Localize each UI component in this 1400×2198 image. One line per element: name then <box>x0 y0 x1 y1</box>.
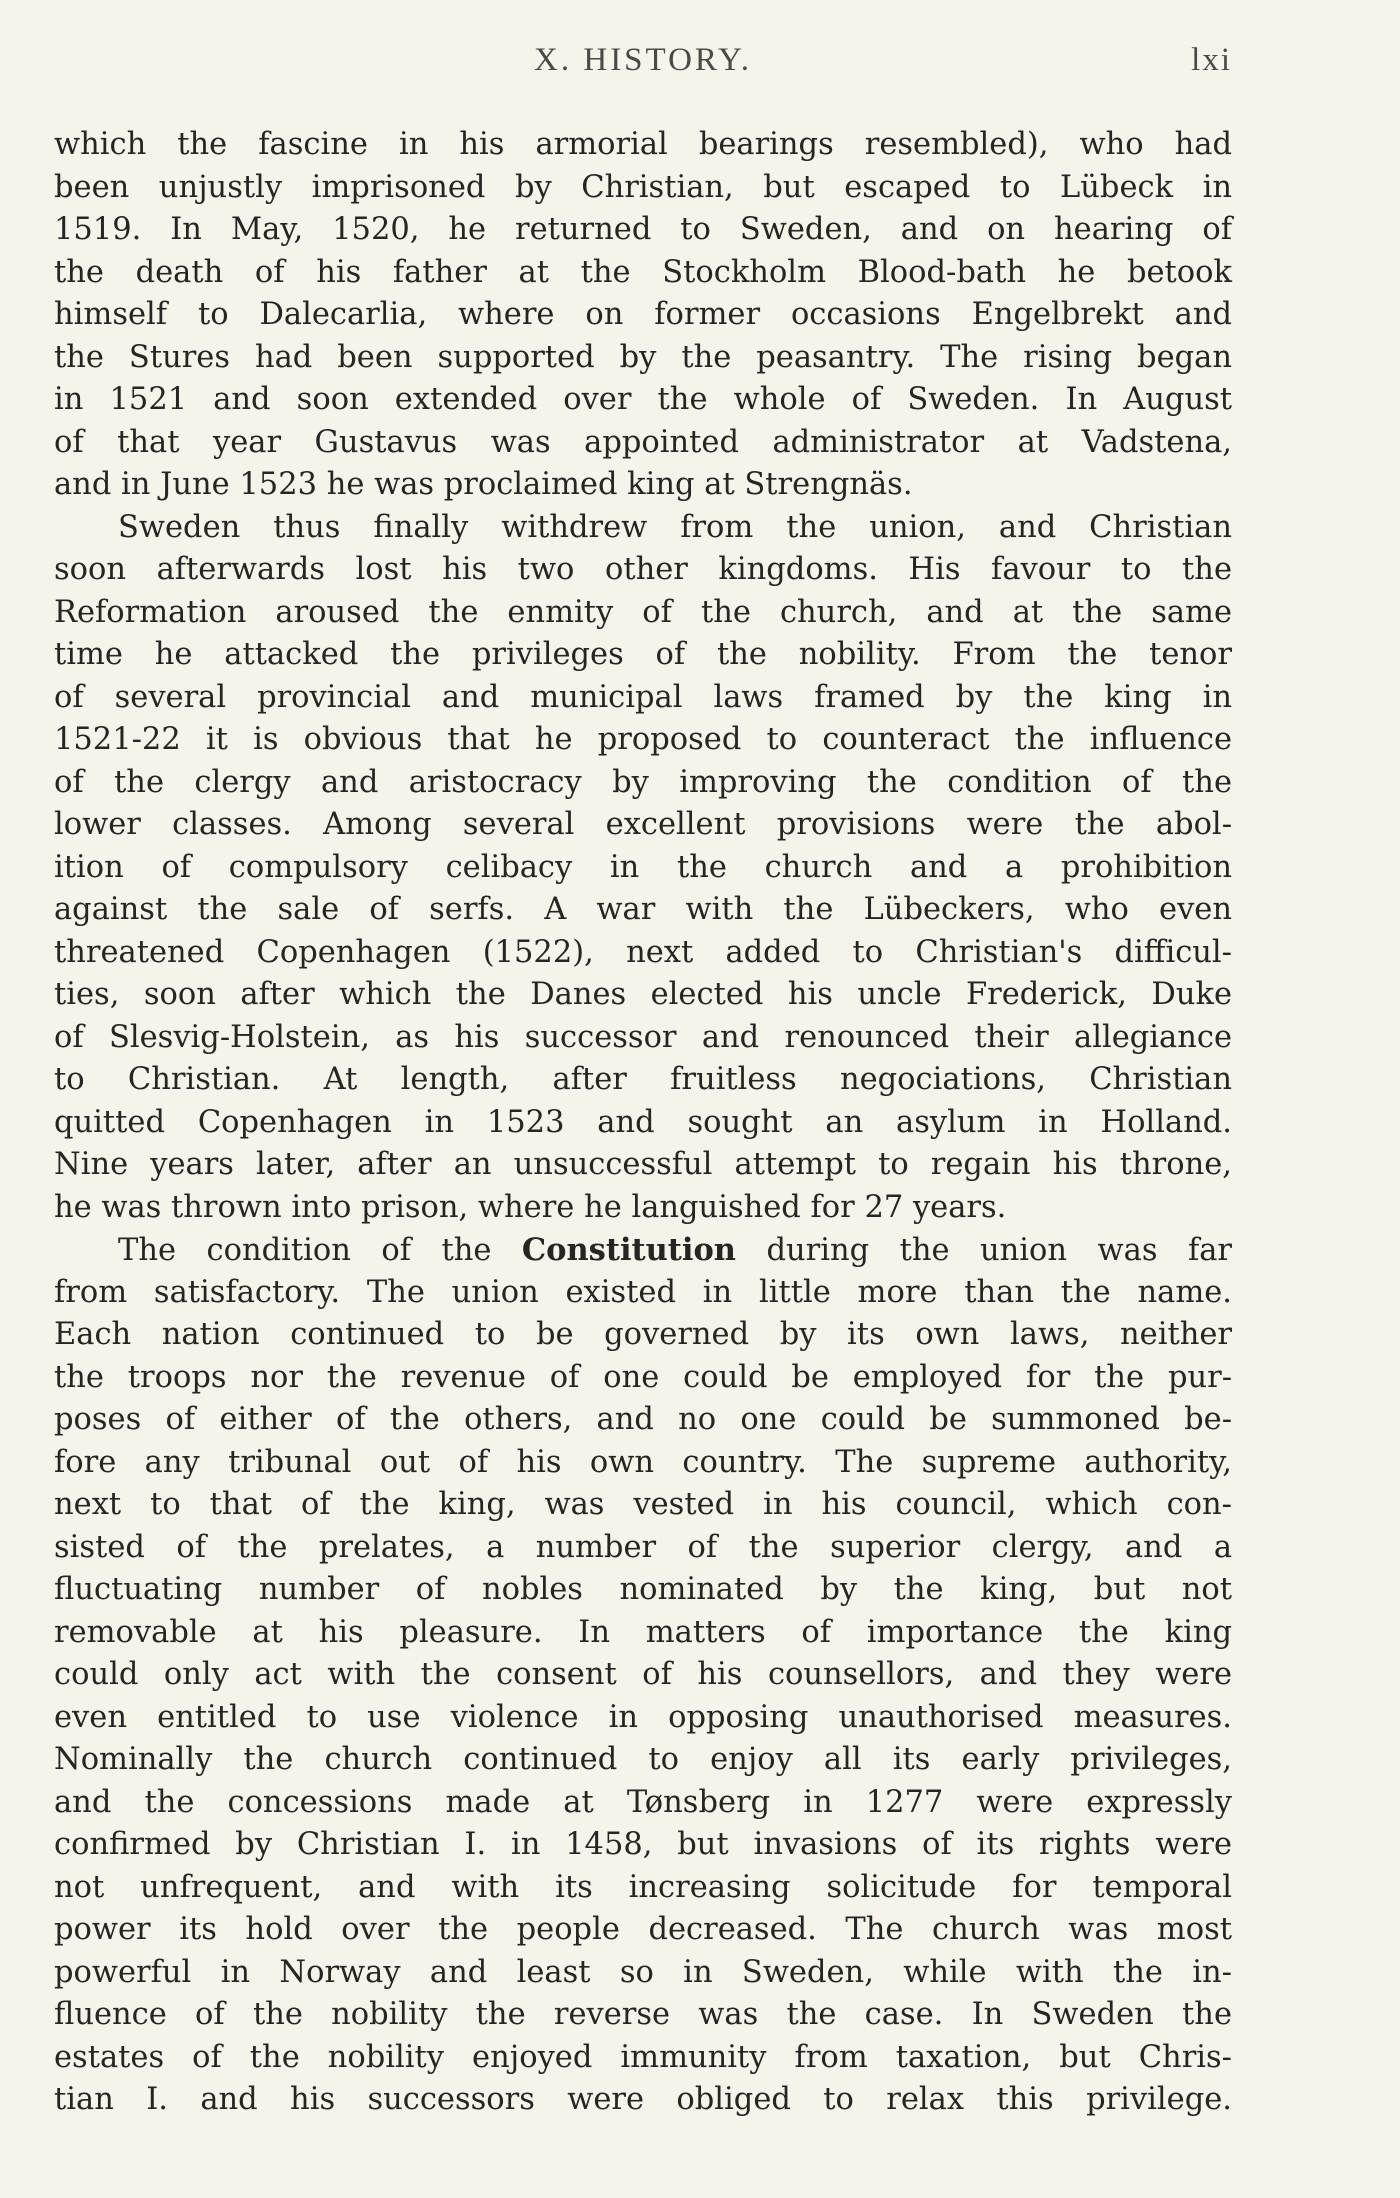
paragraph-3 <box>54 1229 1232 2122</box>
text-line: been unjustly imprisoned by Christian, but escaped to Lübeck in <box>54 169 1232 205</box>
text-line: next to that of the king, was vested in his council, which con- <box>54 1487 1232 1522</box>
text-line: 1521-22 it is obvious that he proposed to counteract the influence <box>54 722 1232 757</box>
chapter-title: X. HISTORY. <box>534 42 752 78</box>
text-line: removable at his pleasure. In matters of importance the king <box>54 1614 1232 1650</box>
text-line: Nominally the church continued to enjoy all its early privileges, <box>54 1742 1232 1777</box>
text-line: fluence of the nobility the reverse was the case. In Sweden the <box>54 1997 1232 2032</box>
text-line: Reformation aroused the enmity of the church, and at the same <box>54 594 1232 630</box>
text-line: power its hold over the people decreased. The church was most <box>54 1912 1232 1947</box>
text-line: Each nation continued to be governed by its own laws, neither <box>54 1317 1232 1352</box>
text-line: sisted of the prelates, a number of the superior clergy, and a <box>54 1529 1232 1565</box>
text-line: 1519. In May, 1520, he returned to Sweden, and on hearing of <box>54 212 1232 247</box>
text-line: could only act with the consent of his counsellors, and they were <box>54 1657 1232 1692</box>
text-line: estates of the nobility enjoyed immunity from taxation, but Chris- <box>54 2039 1232 2075</box>
constitution-keyword: Constitution <box>521 1232 736 1268</box>
text-line: the Stures had been supported by the peasantry. The rising began <box>54 339 1232 375</box>
text-line: the death of his father at the Stockholm Blood-bath he betook <box>54 254 1232 290</box>
paragraph-2 <box>54 507 1232 1230</box>
text-line: of Slesvig-Holstein, as his successor and renounced their allegiance <box>54 1019 1232 1055</box>
text-line: he was thrown into prison, where he languished for 27 years. <box>54 1189 1007 1225</box>
text-line: fluctuating number of nobles nominated by the king, but not <box>54 1572 1232 1607</box>
text-line: fore any tribunal out of his own country. The supreme authority, <box>54 1444 1232 1480</box>
text-line: which the fascine in his armorial bearings resembled), who had <box>54 127 1232 162</box>
text-line: powerful in Norway and least so in Sweden, while with the in- <box>54 1954 1232 1990</box>
text-run: The condition of the <box>118 1233 522 1268</box>
text-line: the troops nor the revenue of one could be employed for the pur- <box>54 1359 1232 1395</box>
text-line: threatened Copenhagen (1522), next added to Christian's difficul- <box>54 934 1232 970</box>
text-line: lower classes. Among several excellent provisions were the abol- <box>54 807 1232 842</box>
text-line: against the sale of serfs. A war with the Lübeckers, who even <box>54 892 1232 927</box>
text-line: from satisfactory. The union existed in little more than the name. <box>54 1274 1232 1310</box>
text-line: himself to Dalecarlia, where on former occasions Engelbrekt and <box>54 297 1232 332</box>
page-number: lxi <box>1191 42 1232 78</box>
text-line: Nine years later, after an unsuccessful attempt to regain his throne, <box>54 1147 1232 1182</box>
text-line: ties, soon after which the Danes elected his uncle Frederick, Duke <box>54 977 1232 1012</box>
paragraph-1 <box>54 124 1232 507</box>
text-line: ition of compulsory celibacy in the church and a prohibition <box>54 849 1232 885</box>
text-line: of several provincial and municipal laws framed by the king in <box>54 679 1232 715</box>
text-line: of that year Gustavus was appointed administrator at Vadstena, <box>54 424 1232 460</box>
text-line: in 1521 and soon extended over the whole of Sweden. In August <box>54 382 1232 417</box>
text-line: Sweden thus finally withdrew from the union, and Christian <box>118 509 1232 545</box>
text-line: soon afterwards lost his two other kingdoms. His favour to the <box>54 552 1232 587</box>
text-run: during the union was far <box>736 1233 1232 1268</box>
text-line: confirmed by Christian I. in 1458, but invasions of its rights were <box>54 1827 1232 1862</box>
text-line: poses of either of the others, and no one could be summoned be- <box>54 1402 1232 1437</box>
text-line: of the clergy and aristocracy by improving the condition of the <box>54 764 1232 800</box>
text-line <box>54 1229 1232 1272</box>
text-line: quitted Copenhagen in 1523 and sought an asylum in Holland. <box>54 1104 1232 1140</box>
text-line: and the concessions made at Tønsberg in 1277 were expressly <box>54 1784 1232 1820</box>
text-line: even entitled to use violence in opposing unauthorised measures. <box>54 1699 1232 1735</box>
body-text <box>54 124 1232 2122</box>
running-header <box>54 42 1232 82</box>
text-line: to Christian. At length, after fruitless negociations, Christian <box>54 1062 1232 1097</box>
text-line: time he attacked the privileges of the nobility. From the tenor <box>54 637 1232 672</box>
text-line: tian I. and his successors were obliged to relax this privilege. <box>54 2082 1232 2117</box>
text-line: and in June 1523 he was proclaimed king at Strengnäs. <box>54 467 913 502</box>
text-line: not unfrequent, and with its increasing solicitude for temporal <box>54 1869 1232 1905</box>
